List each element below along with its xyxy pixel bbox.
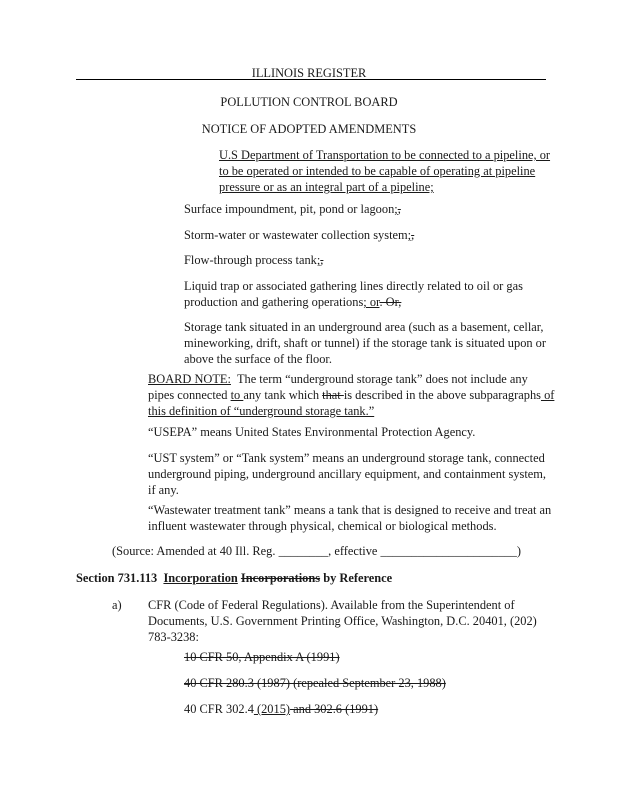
section-heading: Section 731.113 Incorporation Incorporations by Reference xyxy=(76,571,393,585)
source-note: (Source: Amended at 40 Ill. Reg. ________, effective ______________________) xyxy=(112,544,521,558)
storage-item: Storage tank situated in an underground area (such as a basement, cellar, mineworking, drift, shaft or tunnel) if the storage tank is situated upon or above the surface of the floor. xyxy=(184,320,547,366)
board-note: BOARD NOTE: The term “underground storage tank” does not include any pipes connected to any tank which that is described in the above subparagraphs of this definition of “underground storage tank.” xyxy=(148,372,555,418)
usepa-definition: “USEPA” means United States Environmental Protection Agency. xyxy=(148,425,476,439)
register-title: ILLINOIS REGISTER xyxy=(251,66,367,80)
dot-line-1: U.S Department of Transportation to be connected to a pipeline, or xyxy=(219,148,551,162)
dot-line-3: pressure or as an integral part of a pipeline; xyxy=(219,180,434,194)
board-name: POLLUTION CONTROL BOARD xyxy=(220,95,398,109)
cfr-letter: a) xyxy=(112,598,122,612)
dot-item xyxy=(219,147,550,195)
ust-definition: “UST system” or “Tank system” means an underground storage tank, connected underground piping, underground ancillary equipment, and containment system, if any. xyxy=(148,451,547,497)
cfr-ref-40-cfr-280: 40 CFR 280.3 (1987) (repealed September 23, 1988) xyxy=(184,676,446,690)
board-note-label: BOARD NOTE: xyxy=(148,372,231,386)
flow-item: Flow-through process tank;, xyxy=(184,253,324,267)
cfr-ref-40-cfr-302: 40 CFR 302.4 (2015) and 302.6 (1991) xyxy=(184,702,379,716)
header-rule xyxy=(76,79,546,80)
liquid-item: Liquid trap or associated gathering lines directly related to oil or gas production and gathering operations; or. Or, xyxy=(184,279,523,309)
storm-item: Storm-water or wastewater collection system;, xyxy=(184,228,415,242)
dot-line-2: to be operated or intended to be capable of operating at pipeline xyxy=(219,164,536,178)
wastewater-definition: “Wastewater treatment tank” means a tank that is designed to receive and treat an influent wastewater through physical, chemical or biological methods. xyxy=(148,503,552,533)
notice-title: NOTICE OF ADOPTED AMENDMENTS xyxy=(201,122,417,136)
cfr-text: CFR (Code of Federal Regulations). Available from the Superintendent of Documents, U.S. Government Printing Office, Washington, D.C. 20401, (202) 783-3238: xyxy=(148,598,537,644)
surface-item: Surface impoundment, pit, pond or lagoon;, xyxy=(184,202,401,216)
cfr-ref-10-cfr-50: 10 CFR 50, Appendix A (1991) xyxy=(184,650,340,664)
